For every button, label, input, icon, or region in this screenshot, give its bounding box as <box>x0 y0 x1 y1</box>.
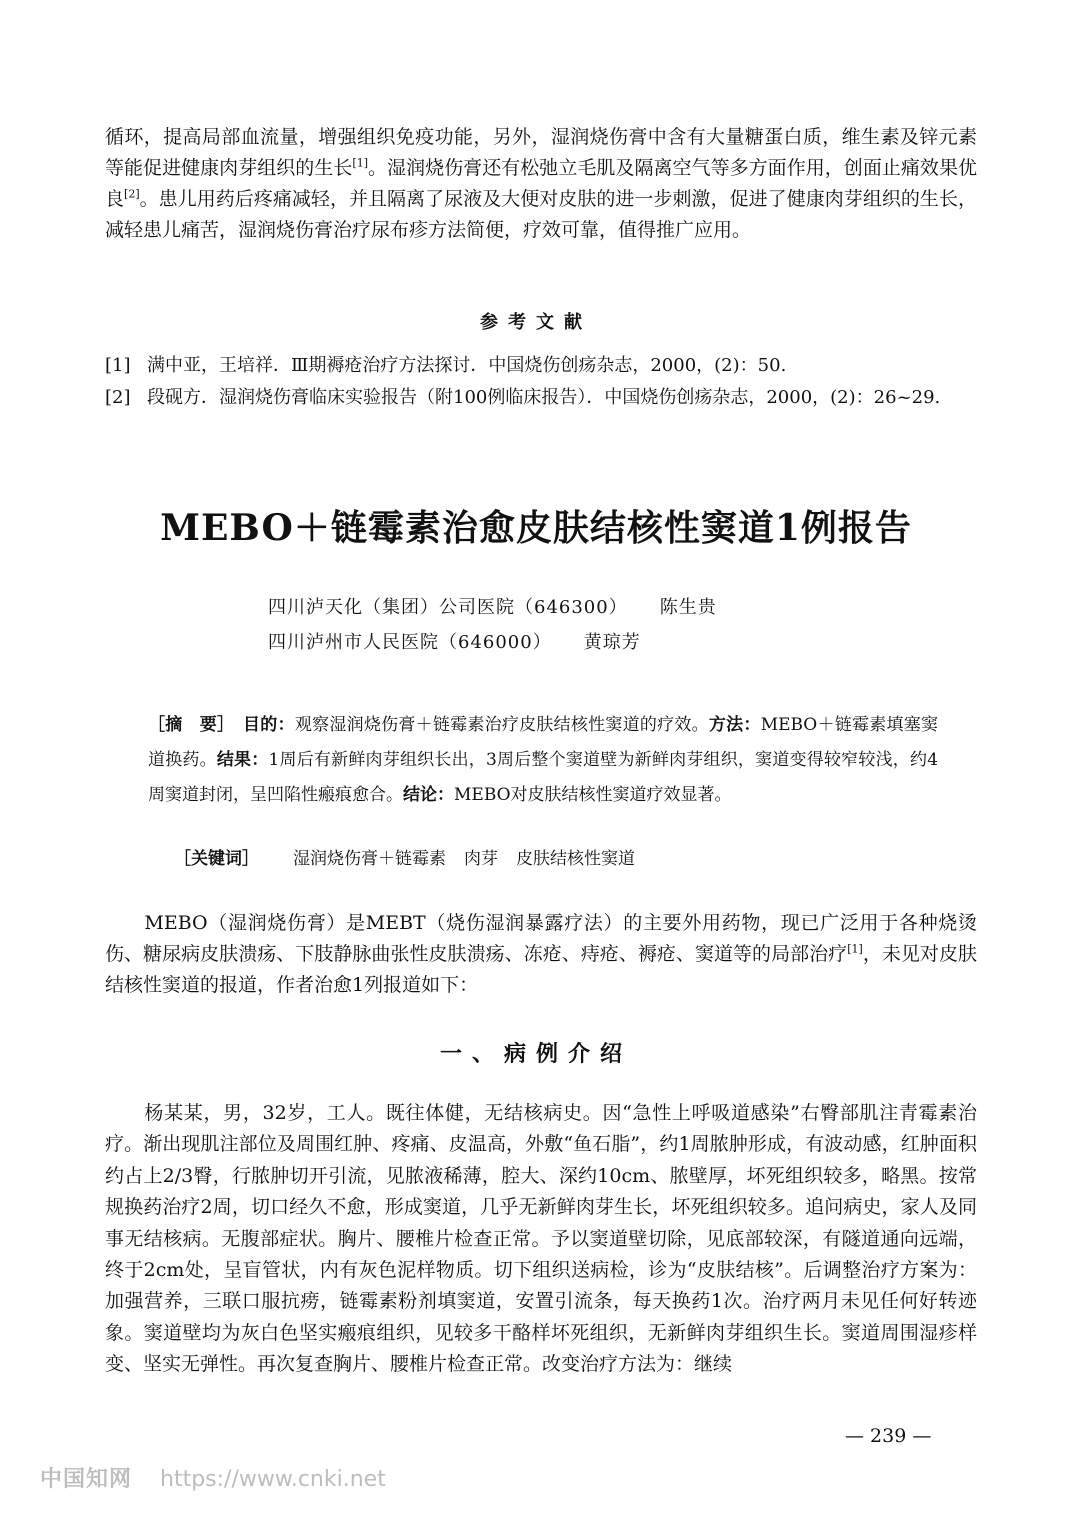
reference-number: [2] <box>105 387 131 408</box>
intro-paragraph <box>105 908 977 1001</box>
author-name: 黄琼芳 <box>583 632 641 653</box>
continuation-paragraph <box>105 122 977 246</box>
reference-text: 段砚方．湿润烧伤膏临床实验报告（附100例临床报告）．中国烧伤创疡杂志，2000，(2)：26~29. <box>147 387 941 408</box>
cnki-watermark <box>40 1462 386 1493</box>
citation-superscript: [2] <box>124 187 140 201</box>
affiliation-org: 四川泸州市人民医院（646000） <box>268 632 552 653</box>
keywords-label: ［关键词］ <box>174 849 259 869</box>
affiliation-line <box>268 593 717 619</box>
keyword: 肉芽 <box>464 849 498 869</box>
intro-text: MEBO（湿润烧伤膏）是MEBT（烧伤湿润暴露疗法）的主要外用药物，现已广泛用于各种烧烫伤、糖尿病皮肤溃疡、下肢静脉曲张性皮肤溃疡、冻疮、痔疮、褥疮、窦道等的局部治疗 <box>105 912 977 965</box>
article-title: MEBO＋链霉素治愈皮肤结核性窦道1例报告 <box>160 507 912 549</box>
abstract-method-key: 方法： <box>708 715 761 735</box>
affiliation-line <box>268 628 641 654</box>
keyword: 湿润烧伤膏＋链霉素 <box>293 849 446 869</box>
watermark-brand: 中国知网 <box>40 1467 133 1492</box>
continuation-text: 循环，提高局部血流量，增强组织免疫功能，另外，湿润烧伤膏中含有大量糖蛋白质，维生素及锌元素等能促进健康肉芽组织的生长 <box>105 126 977 179</box>
reference-item <box>105 382 977 414</box>
abstract-conclusion: MEBO对皮肤结核性窦道疗效显著。 <box>454 785 732 805</box>
affiliation-org: 四川泸天化（集团）公司医院（646300） <box>268 597 628 618</box>
reference-text: 满中亚，王培祥．Ⅲ期褥疮治疗方法探讨．中国烧伤创疡杂志，2000，(2)：50. <box>147 355 787 376</box>
abstract-method: MEBO＋链霉素填塞窦道换药。 <box>148 715 939 770</box>
citation-superscript: [1] <box>352 156 368 170</box>
page-number: — 239 — <box>845 1425 932 1447</box>
intro-text: ，未见对皮肤结核性窦道的报道，作者治愈1列报道如下： <box>105 943 977 996</box>
abstract-purpose: 观察湿润烧伤膏＋链霉素治疗皮肤结核性窦道的疗效。 <box>294 715 709 735</box>
reference-number: [1] <box>105 355 131 376</box>
abstract-result-key: 结果： <box>216 750 269 770</box>
continuation-text: 。患儿用药后疼痛减轻，并且隔离了尿液及大便对皮肤的进一步刺激，促进了健康肉芽组织的生长，减轻患儿痛苦，湿润烧伤膏治疗尿布疹方法简便，疗效可靠，值得推广应用。 <box>105 188 977 241</box>
citation-superscript: [1] <box>847 942 863 956</box>
references-list <box>105 350 977 414</box>
case-paragraph <box>105 1098 977 1381</box>
reference-item <box>105 350 977 382</box>
abstract-label: ［摘 要］ <box>148 715 226 735</box>
continuation-text: 。湿润烧伤膏还有松弛立毛肌及隔离空气等多方面作用，创面止痛效果优良 <box>105 157 977 210</box>
abstract <box>148 708 938 813</box>
abstract-result: 1周后有新鲜肉芽组织长出，3周后整个窦道壁为新鲜肉芽组织，窦道变得较窄较浅，约4周窦道封闭，呈凹陷性瘢痕愈合。 <box>148 750 939 805</box>
abstract-conclusion-key: 结论： <box>403 785 454 805</box>
keywords <box>174 844 635 869</box>
author-name: 陈生贵 <box>659 597 717 618</box>
watermark-url: https://www.cnki.net <box>160 1467 386 1492</box>
keyword: 皮肤结核性窦道 <box>516 849 635 869</box>
abstract-purpose-key: 目的： <box>243 715 295 735</box>
case-text: 杨某某，男，32岁，工人。既往体健，无结核病史。因“急性上呼吸道感染”右臀部肌注青霉素治疗。渐出现肌注部位及周围红肿、疼痛、皮温高，外敷“鱼石脂”，约1周脓肿形成，有波动感，红肿面积约占上2/3臀，行脓肿切开引流，见脓液稀薄，腔大、深约10cm、脓壁厚，坏死组织较多，略黑。按常规换药治疗2周，切口经久不愈，形成窦道，几乎无新鲜肉芽生长，坏死组织较多。追问病史，家人及同事无结核病。无腹部症状。胸片、腰椎片检查正常。予以窦道壁切除，见底部较深，有隧道通向远端，终于2cm处，呈盲管状，内有灰色泥样物质。切下组织送病检，诊为“皮肤结核”。后调整治疗方案为：加强营养，三联口服抗痨，链霉素粉剂填窦道，安置引流条，每天换药1次。治疗两月未见任何好转迹象。窦道壁均为灰白色坚实瘢痕组织，见较多干酪样坏死组织，无新鲜肉芽组织生长。窦道周围湿疹样变、坚实无弹性。再次复查胸片、腰椎片检查正常。改变治疗方法为：继续 <box>105 1102 977 1376</box>
section-heading: 一、病例介绍 <box>439 1042 632 1067</box>
references-heading: 参考文献 <box>480 312 592 333</box>
